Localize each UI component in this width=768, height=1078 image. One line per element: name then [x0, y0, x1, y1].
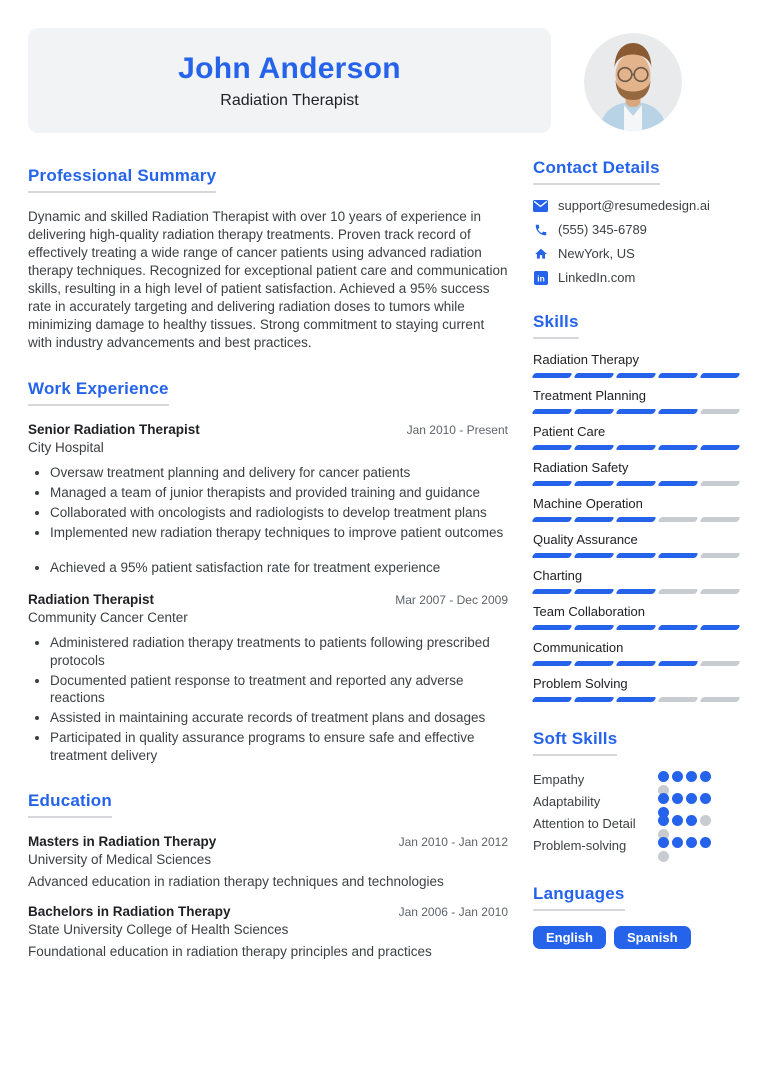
contact-email-text: support@resumedesign.ai [558, 198, 710, 213]
linkedin-icon [533, 270, 548, 285]
section-work-experience [28, 379, 508, 764]
skill-level-meter [533, 553, 740, 558]
education-degree: Bachelors in Radiation Therapy [28, 904, 231, 919]
job-bullet: • Implemented new radiation therapy techniques to improve patient outcomes [50, 524, 508, 542]
soft-skill-row [533, 813, 740, 835]
skill-row [533, 604, 740, 630]
skill-name: Patient Care [533, 424, 606, 439]
soft-skill-name: Adaptability [533, 794, 601, 809]
job-company: City Hospital [28, 440, 104, 455]
work-experience-heading: Work Experience [28, 379, 169, 406]
soft-skill-row [533, 769, 740, 791]
professional-summary-text: Dynamic and skilled Radiation Therapist with over 10 years of experience in delivering high-quality radiation therapy treatments. Proven track record of effectively treating a wide range of cancer patients using advanced radiation therapy techniques. Recognized for exceptional patient care and communication skills, resulting in a high level of patient satisfaction. Achieved a 95% success rate in accurately targeting and delivering radiation doses to tumors while minimizing damage to healthy tissues. Strong commitment to staying current with industry advancements and best practices. [28, 209, 508, 350]
education-description: Advanced education in radiation therapy techniques and technologies [28, 874, 444, 889]
education-description: Foundational education in radiation therapy principles and practices [28, 944, 432, 959]
name-card [28, 28, 551, 133]
skill-row [533, 640, 740, 666]
contact-details-heading: Contact Details [533, 158, 660, 185]
profile-photo-illustration [584, 33, 682, 131]
job-bullet: • Assisted in maintaining accurate records of treatment plans and dosages [50, 709, 508, 727]
skill-level-meter [533, 409, 740, 414]
left-column [28, 166, 508, 986]
education-degree: Masters in Radiation Therapy [28, 834, 217, 849]
section-education [28, 791, 508, 959]
skill-name: Radiation Safety [533, 460, 629, 475]
soft-skills-heading: Soft Skills [533, 729, 617, 756]
home-icon [533, 246, 548, 261]
soft-skill-name: Attention to Detail [533, 816, 636, 831]
skill-row [533, 676, 740, 702]
skill-level-meter [533, 589, 740, 594]
profile-photo [584, 33, 682, 131]
skill-name: Communication [533, 640, 624, 655]
education-entry [28, 904, 508, 959]
candidate-title: Radiation Therapist [220, 91, 359, 109]
language-pill: Spanish [614, 926, 691, 949]
contact-linkedin[interactable] [533, 270, 740, 285]
job-title: Senior Radiation Therapist [28, 422, 200, 437]
skill-name: Treatment Planning [533, 388, 646, 403]
job-bullet: • Documented patient response to treatment and reported any adverse reactions [50, 672, 508, 707]
education-heading: Education [28, 791, 112, 818]
education-school: State University College of Health Sciences [28, 922, 289, 937]
education-dates: Jan 2006 - Jan 2010 [398, 905, 508, 919]
skills-heading: Skills [533, 312, 579, 339]
svg-text:in: in [536, 273, 545, 283]
soft-skill-row [533, 791, 740, 813]
skill-name: Team Collaboration [533, 604, 646, 619]
soft-skill-level-meter [656, 835, 714, 863]
education-school: University of Medical Sciences [28, 852, 212, 867]
right-column [533, 158, 740, 986]
skill-row [533, 388, 740, 414]
job-bullet: • Managed a team of junior therapists and provided training and guidance [50, 484, 508, 502]
job-bullet: • Participated in quality assurance programs to ensure safe and effective treatment delivery [50, 729, 508, 764]
job-dates: Mar 2007 - Dec 2009 [395, 593, 508, 607]
skill-row [533, 532, 740, 558]
language-pill: English [533, 926, 606, 949]
job-bullet: • Administered radiation therapy treatments to patients following prescribed protocols [50, 634, 508, 669]
resume-header [28, 28, 740, 133]
skill-row [533, 568, 740, 594]
section-skills [533, 312, 740, 702]
skill-row [533, 424, 740, 450]
job-bullet-list [28, 634, 508, 764]
job-bullet-list [28, 464, 508, 542]
section-languages [533, 884, 740, 949]
job-entry [28, 592, 508, 764]
skill-level-meter [533, 481, 740, 486]
skill-level-meter [533, 697, 740, 702]
job-title: Radiation Therapist [28, 592, 155, 607]
job-highlight-bullet: • Achieved a 95% patient satisfaction rate for treatment experience [50, 559, 508, 577]
candidate-name: John Anderson [178, 51, 401, 85]
education-dates: Jan 2010 - Jan 2012 [398, 835, 508, 849]
skill-row [533, 496, 740, 522]
skill-level-meter [533, 445, 740, 450]
skill-level-meter [533, 373, 740, 378]
section-contact-details [533, 158, 740, 285]
phone-icon [533, 222, 548, 237]
language-pill-list [533, 926, 740, 949]
job-dates: Jan 2010 - Present [406, 423, 508, 437]
job-bullet: • Oversaw treatment planning and delivery for cancer patients [50, 464, 508, 482]
contact-location-text: NewYork, US [558, 246, 635, 261]
languages-heading: Languages [533, 884, 625, 911]
section-soft-skills [533, 729, 740, 857]
soft-skill-name: Problem-solving [533, 838, 627, 853]
skill-name: Quality Assurance [533, 532, 638, 547]
skill-row [533, 352, 740, 378]
skill-level-meter [533, 661, 740, 666]
email-icon [533, 198, 548, 213]
contact-location[interactable] [533, 246, 740, 261]
skill-name: Machine Operation [533, 496, 643, 511]
skill-level-meter [533, 625, 740, 630]
soft-skill-row [533, 835, 740, 857]
skill-name: Charting [533, 568, 583, 583]
resume-body [28, 158, 740, 986]
soft-skill-name: Empathy [533, 772, 585, 787]
skill-name: Radiation Therapy [533, 352, 639, 367]
contact-linkedin-text: LinkedIn.com [558, 270, 636, 285]
job-company: Community Cancer Center [28, 610, 188, 625]
education-entry [28, 834, 508, 889]
job-bullet: • Collaborated with oncologists and radiologists to develop treatment plans [50, 504, 508, 522]
contact-phone-text: (555) 345-6789 [558, 222, 647, 237]
skill-name: Problem Solving [533, 676, 628, 691]
skill-row [533, 460, 740, 486]
contact-email[interactable] [533, 198, 740, 213]
contact-phone[interactable] [533, 222, 740, 237]
job-entry [28, 422, 508, 576]
skill-level-meter [533, 517, 740, 522]
job-highlight-list [28, 559, 508, 577]
professional-summary-heading: Professional Summary [28, 166, 216, 193]
section-professional-summary [28, 166, 508, 352]
